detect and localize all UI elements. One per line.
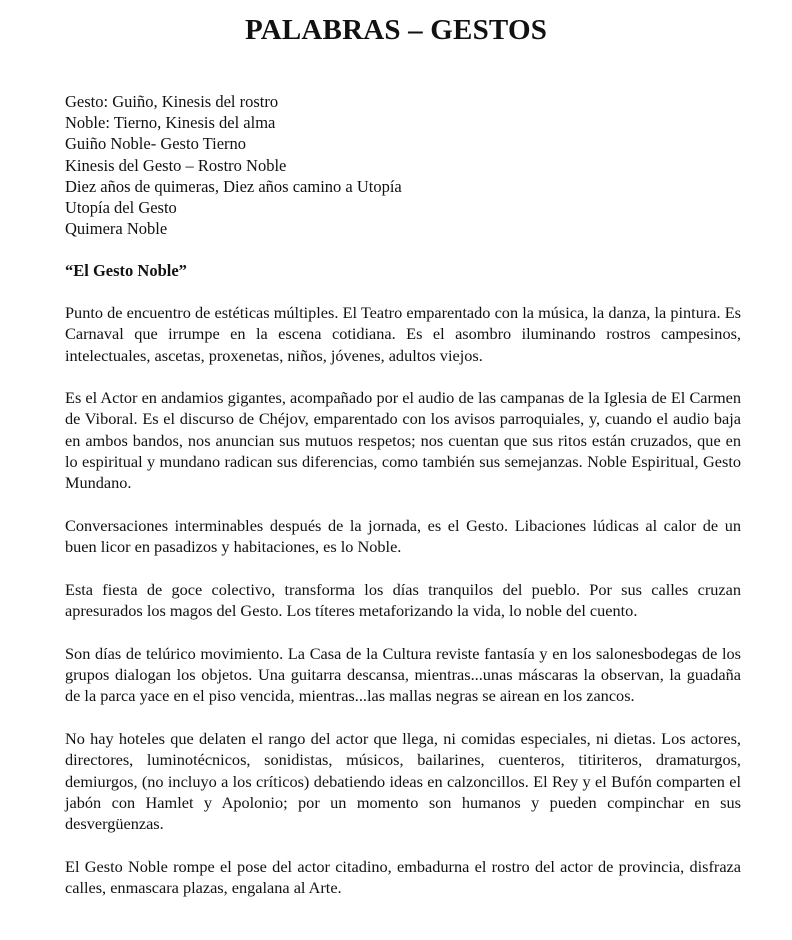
paragraph: Esta fiesta de goce colectivo, transforma los días tranquilos del pueblo. Por sus calles cruzan apresurados los magos del Gesto. Los títeres metaforizando la vida, lo noble del cuento. xyxy=(65,579,741,621)
section-subtitle: “El Gesto Noble” xyxy=(65,261,187,280)
page-title: PALABRAS – GESTOS xyxy=(244,14,548,46)
poem-block xyxy=(65,91,745,239)
poem-line: Kinesis del Gesto – Rostro Noble xyxy=(65,155,287,175)
poem-line: Guiño Noble- Gesto Tierno xyxy=(65,134,247,154)
poem-line: Gesto: Guiño, Kinesis del rostro xyxy=(65,92,279,111)
poem-line: Diez años de quimeras, Diez años camino a Utopía xyxy=(65,176,402,196)
paragraph: Conversaciones interminables después de la jornada, es el Gesto. Libaciones lúdicas al calor de un buen licor en pasadizos y habitaciones, es lo Noble. xyxy=(65,515,741,557)
paragraph: Punto de encuentro de estéticas múltiples. El Teatro emparentado con la música, la danza, la pintura. Es Carnaval que irrumpe en la escena cotidiana. Es el asombro iluminando rostros campesinos, intelectuales, ascetas, proxenetas, niños, jóvenes, adultos viejos. xyxy=(65,303,741,365)
paragraph: Es el Actor en andamios gigantes, acompañado por el audio de las campanas de la Iglesia de El Carmen de Viboral. Es el discurso de Chéjov, emparentado con los avisos parroquiales, y, cuando el audio baja en ambos bandos, nos anuncian sus mutuos respetos; nos cuentan que sus ritos están cruzados, que en lo espiritual y mundano radican sus diferencias, como también sus semejanzas. Noble Espiritual, Gesto Mundano. xyxy=(65,388,741,493)
poem-line: Utopía del Gesto xyxy=(65,198,177,218)
paragraph: No hay hoteles que delaten el rango del actor que llega, ni comidas especiales, ni dietas. Los actores, directores, luminotécnicos, sonidistas, músicos, bailarines, cuenteros, titiriteros, dramaturgos, demiurgos, (no incluyo a los críticos) debatiendo ideas en calzoncillos. El Rey y el Bufón comparten el jabón con Hamlet y Apolonio; por un momento son humanos y pueden compinchar en sus desvergüenzas. xyxy=(65,728,741,834)
paragraph: Son días de telúrico movimiento. La Casa de la Cultura reviste fantasía y en los salonesbodegas de los grupos dialogan los objetos. Una guitarra descansa, mientras...unas máscaras la observan, la guadaña de la parca yace en el piso vencida, mientras...las mallas negras se airean en los zancos. xyxy=(65,643,741,706)
poem-line: Quimera Noble xyxy=(65,219,168,239)
body-text xyxy=(65,302,741,920)
poem-line: Noble: Tierno, Kinesis del alma xyxy=(65,113,276,133)
paragraph: El Gesto Noble rompe el pose del actor citadino, embadurna el rostro del actor de provincia, disfraza calles, enmascara plazas, engalana al Arte. xyxy=(65,856,741,898)
